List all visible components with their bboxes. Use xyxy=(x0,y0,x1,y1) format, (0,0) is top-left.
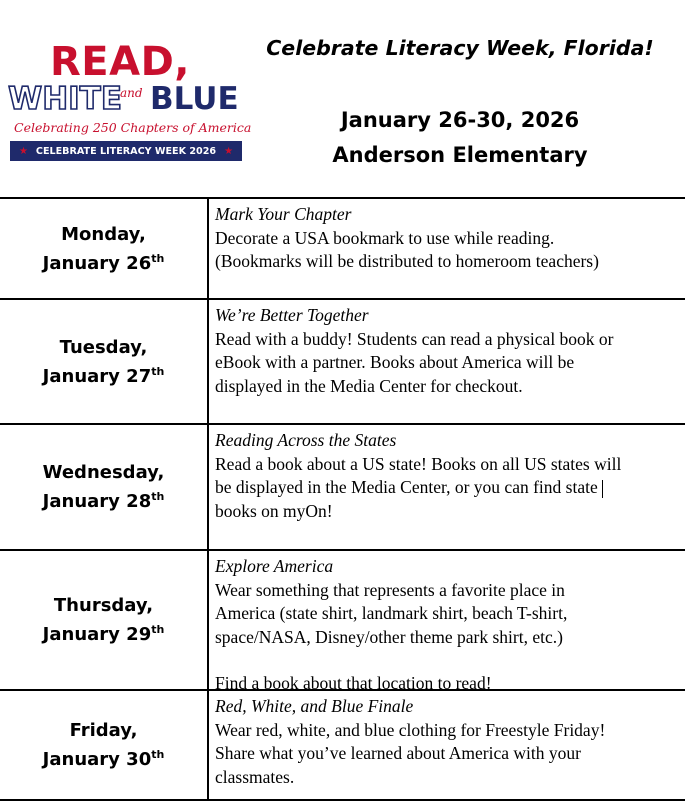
description-line: classmates. xyxy=(215,766,295,787)
date-label: January 27 xyxy=(42,365,152,387)
activity-cell xyxy=(209,551,685,693)
date-label: January 28 xyxy=(42,491,152,512)
theme-title: Explore America xyxy=(215,556,334,576)
date-suffix: th xyxy=(151,748,165,761)
event-dates: January 26-30, 2026 xyxy=(340,108,580,132)
logo-banner-text: CELEBRATE LITERACY WEEK 2026 xyxy=(35,145,217,157)
description-line: eBook with a partner. Books about America will be xyxy=(215,352,575,372)
activity-cell xyxy=(209,300,685,423)
theme-title: We’re Better Together xyxy=(215,305,369,325)
theme-title: Mark Your Chapter xyxy=(215,204,352,224)
weekday-label: Monday, xyxy=(61,223,146,245)
date-label: January 29 xyxy=(42,624,152,645)
flyer-header xyxy=(0,0,685,197)
school-name: Anderson Elementary xyxy=(332,143,588,167)
date-suffix: th xyxy=(151,251,165,265)
weekday-label: Tuesday, xyxy=(59,336,148,358)
read-white-blue-logo xyxy=(6,39,252,163)
activity-cell xyxy=(209,425,685,549)
date-suffix: th xyxy=(151,623,165,636)
date-label: January 30 xyxy=(42,749,152,770)
description-text: be displayed in the Media Center, or you can find state xyxy=(215,477,598,497)
logo-banner xyxy=(10,141,242,161)
text-cursor xyxy=(602,480,603,498)
day-cell xyxy=(0,551,209,689)
description-line: Read with a buddy! Students can read a physical book or xyxy=(215,328,614,349)
day-cell xyxy=(0,425,209,549)
schedule-row-thursday xyxy=(0,549,685,693)
event-title: Celebrate Literacy Week, Florida! xyxy=(266,36,654,60)
schedule-row-tuesday xyxy=(0,298,685,423)
logo-word-white: WHITE xyxy=(8,81,122,117)
description-line: Find a book about that location to read! xyxy=(215,673,492,693)
theme-title: Red, White, and Blue Finale xyxy=(215,696,414,716)
blank-line xyxy=(215,649,685,672)
day-cell xyxy=(0,300,209,423)
weekday-label: Thursday, xyxy=(53,595,154,616)
schedule-row-wednesday xyxy=(0,423,685,549)
activity-cell xyxy=(209,199,685,298)
theme-title: Reading Across the States xyxy=(215,430,397,450)
schedule-table xyxy=(0,197,685,801)
description-line xyxy=(215,476,685,500)
logo-word-and: and xyxy=(120,86,143,100)
activity-cell xyxy=(209,691,685,799)
logo-word-read: READ, xyxy=(50,39,190,85)
description-line: (Bookmarks will be distributed to homeroom teachers) xyxy=(215,251,599,271)
day-cell xyxy=(0,199,209,298)
description-line: Share what you’ve learned about America with your xyxy=(215,743,581,763)
weekday-label: Friday, xyxy=(69,720,138,741)
star-icon: ★ xyxy=(224,145,234,157)
description-line: space/NASA, Disney/other theme park shirt, etc.) xyxy=(215,626,563,647)
description-line: displayed in the Media Center for checkout. xyxy=(215,375,523,396)
date-suffix: th xyxy=(151,364,165,378)
description-line: Wear something that represents a favorite place in xyxy=(215,579,565,600)
logo-word-blue: BLUE xyxy=(150,81,239,117)
star-icon: ★ xyxy=(18,145,28,157)
description-line: books on myOn! xyxy=(215,500,333,521)
date-suffix: th xyxy=(151,490,165,503)
schedule-row-monday xyxy=(0,199,685,298)
description-line: Wear red, white, and blue clothing for Freestyle Friday! xyxy=(215,719,606,740)
description-line: Decorate a USA bookmark to use while reading. xyxy=(215,227,555,248)
schedule-row-friday xyxy=(0,689,685,799)
description-line: America (state shirt, landmark shirt, beach T-shirt, xyxy=(215,603,568,623)
day-cell xyxy=(0,691,209,799)
logo-tagline: Celebrating 250 Chapters of America xyxy=(14,120,252,135)
date-label: January 26 xyxy=(42,252,152,274)
description-line: Read a book about a US state! Books on all US states will xyxy=(215,453,622,474)
weekday-label: Wednesday, xyxy=(42,462,165,483)
